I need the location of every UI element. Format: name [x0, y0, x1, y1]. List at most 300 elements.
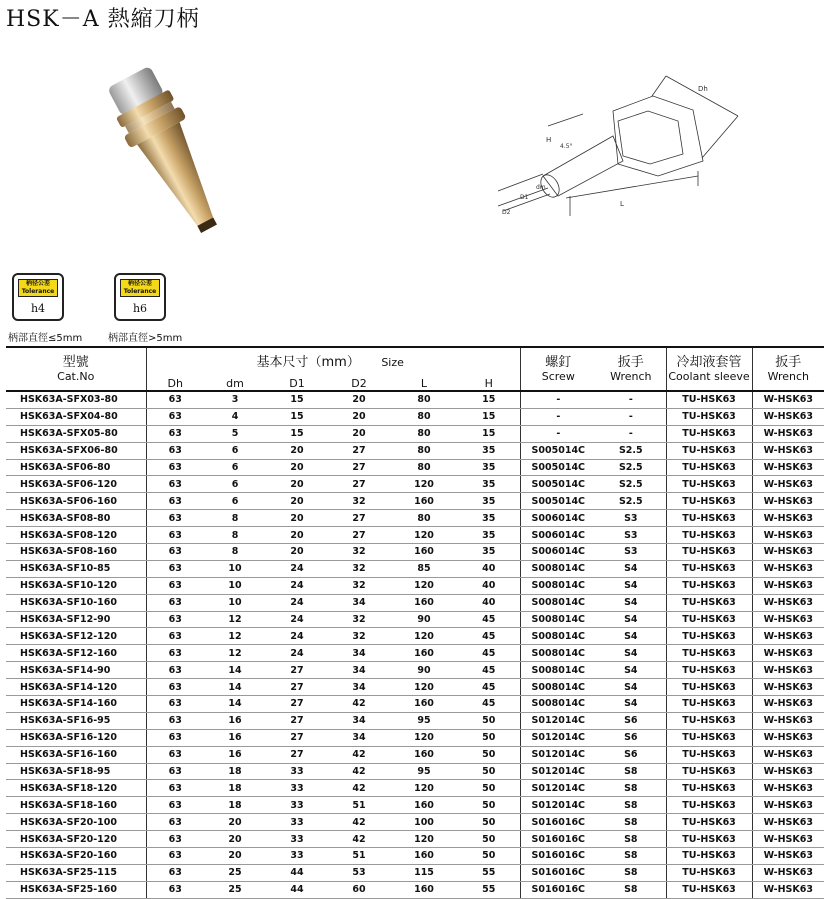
table-cell: HSK63A-SF18-95: [6, 763, 146, 780]
table-cell: 16: [204, 712, 266, 729]
table-cell: HSK63A-SF06-80: [6, 459, 146, 476]
table-cell: HSK63A-SF12-120: [6, 628, 146, 645]
table-cell: 63: [146, 645, 204, 662]
table-row: [6, 408, 824, 425]
table-row: [6, 746, 824, 763]
table-cell: -: [596, 408, 666, 425]
table-cell: 35: [458, 493, 520, 510]
table-cell: W-HSK63: [752, 848, 824, 865]
table-cell: 45: [458, 611, 520, 628]
table-cell: 42: [328, 831, 390, 848]
table-cell: S4: [596, 696, 666, 713]
tolerance-tag: 柄径公差 Tolerance: [18, 279, 58, 297]
table-cell: S4: [596, 662, 666, 679]
table-cell: 63: [146, 425, 204, 442]
table-cell: S2.5: [596, 476, 666, 493]
tolerance-badge-h4: [12, 273, 64, 321]
table-cell: W-HSK63: [752, 662, 824, 679]
table-cell: 120: [390, 577, 458, 594]
table-cell: -: [520, 408, 596, 425]
table-cell: HSK63A-SF10-160: [6, 594, 146, 611]
table-cell: 42: [328, 814, 390, 831]
table-cell: 63: [146, 391, 204, 408]
table-cell: W-HSK63: [752, 746, 824, 763]
table-cell: HSK63A-SF16-120: [6, 729, 146, 746]
table-cell: 63: [146, 459, 204, 476]
table-cell: S012014C: [520, 729, 596, 746]
table-cell: 27: [266, 662, 328, 679]
table-cell: 32: [328, 577, 390, 594]
table-cell: HSK63A-SF12-160: [6, 645, 146, 662]
table-row: [6, 476, 824, 493]
table-cell: 32: [328, 628, 390, 645]
table-cell: 55: [458, 864, 520, 881]
table-cell: TU-HSK63: [666, 577, 752, 594]
table-cell: 45: [458, 628, 520, 645]
table-cell: -: [596, 425, 666, 442]
dim-d1: D1: [520, 194, 529, 201]
table-cell: TU-HSK63: [666, 831, 752, 848]
table-cell: 50: [458, 831, 520, 848]
table-cell: 10: [204, 594, 266, 611]
table-cell: 50: [458, 797, 520, 814]
table-cell: TU-HSK63: [666, 611, 752, 628]
table-cell: 12: [204, 628, 266, 645]
col-wrench2-cn: 扳手: [752, 347, 824, 370]
table-cell: W-HSK63: [752, 628, 824, 645]
table-cell: 35: [458, 527, 520, 544]
table-cell: 20: [266, 544, 328, 561]
table-cell: 63: [146, 763, 204, 780]
table-cell: 20: [266, 493, 328, 510]
table-cell: 51: [328, 797, 390, 814]
table-row: [6, 493, 824, 510]
table-cell: 27: [266, 712, 328, 729]
tolerance-caption: 柄部直徑≤5mm: [8, 333, 83, 344]
table-cell: 4: [204, 408, 266, 425]
table-cell: 20: [328, 408, 390, 425]
table-cell: 50: [458, 763, 520, 780]
table-row: [6, 797, 824, 814]
table-cell: 15: [266, 425, 328, 442]
table-cell: -: [520, 391, 596, 408]
table-cell: 27: [328, 442, 390, 459]
table-cell: 63: [146, 527, 204, 544]
table-cell: 18: [204, 780, 266, 797]
table-cell: 160: [390, 645, 458, 662]
table-cell: 44: [266, 881, 328, 898]
table-cell: TU-HSK63: [666, 729, 752, 746]
table-cell: TU-HSK63: [666, 628, 752, 645]
table-cell: TU-HSK63: [666, 476, 752, 493]
col-dh: Dh: [146, 370, 204, 391]
table-cell: S012014C: [520, 763, 596, 780]
table-cell: 63: [146, 510, 204, 527]
table-cell: S016016C: [520, 831, 596, 848]
table-row: [6, 679, 824, 696]
table-cell: 24: [266, 594, 328, 611]
table-cell: W-HSK63: [752, 459, 824, 476]
table-cell: S012014C: [520, 780, 596, 797]
table-cell: 20: [266, 459, 328, 476]
table-cell: 63: [146, 493, 204, 510]
table-cell: S4: [596, 645, 666, 662]
table-cell: 45: [458, 679, 520, 696]
table-cell: 120: [390, 679, 458, 696]
table-cell: 15: [266, 391, 328, 408]
table-cell: HSK63A-SF18-160: [6, 797, 146, 814]
table-cell: 34: [328, 645, 390, 662]
table-cell: 45: [458, 662, 520, 679]
table-cell: S008014C: [520, 645, 596, 662]
table-cell: 8: [204, 527, 266, 544]
table-cell: W-HSK63: [752, 391, 824, 408]
table-row: [6, 712, 824, 729]
table-row: [6, 628, 824, 645]
table-cell: 50: [458, 712, 520, 729]
table-cell: 80: [390, 510, 458, 527]
table-cell: 27: [328, 476, 390, 493]
table-cell: W-HSK63: [752, 645, 824, 662]
table-cell: 63: [146, 662, 204, 679]
table-cell: 90: [390, 611, 458, 628]
table-cell: S016016C: [520, 864, 596, 881]
table-cell: S005014C: [520, 476, 596, 493]
table-cell: 8: [204, 510, 266, 527]
table-cell: 63: [146, 746, 204, 763]
table-cell: 44: [266, 864, 328, 881]
table-cell: 42: [328, 780, 390, 797]
table-cell: TU-HSK63: [666, 527, 752, 544]
table-cell: W-HSK63: [752, 442, 824, 459]
table-row: [6, 780, 824, 797]
table-cell: 27: [328, 527, 390, 544]
table-cell: 15: [266, 408, 328, 425]
table-cell: 25: [204, 881, 266, 898]
table-cell: HSK63A-SFX03-80: [6, 391, 146, 408]
table-cell: 63: [146, 679, 204, 696]
table-cell: 33: [266, 763, 328, 780]
table-cell: 80: [390, 408, 458, 425]
table-cell: 34: [328, 662, 390, 679]
table-cell: 20: [266, 442, 328, 459]
table-row: [6, 814, 824, 831]
table-cell: 50: [458, 780, 520, 797]
table-cell: W-HSK63: [752, 408, 824, 425]
table-cell: HSK63A-SFX05-80: [6, 425, 146, 442]
table-cell: 12: [204, 611, 266, 628]
table-cell: HSK63A-SF20-160: [6, 848, 146, 865]
table-cell: 40: [458, 577, 520, 594]
table-cell: 63: [146, 831, 204, 848]
table-cell: 120: [390, 831, 458, 848]
table-cell: 42: [328, 763, 390, 780]
table-cell: HSK63A-SF16-95: [6, 712, 146, 729]
table-cell: TU-HSK63: [666, 594, 752, 611]
table-cell: HSK63A-SF25-115: [6, 864, 146, 881]
table-cell: HSK63A-SF06-120: [6, 476, 146, 493]
table-cell: 6: [204, 493, 266, 510]
table-cell: W-HSK63: [752, 797, 824, 814]
table-row: [6, 544, 824, 561]
table-cell: 14: [204, 696, 266, 713]
table-cell: S4: [596, 628, 666, 645]
table-cell: 42: [328, 696, 390, 713]
table-cell: 24: [266, 577, 328, 594]
table-cell: 63: [146, 814, 204, 831]
table-cell: S8: [596, 831, 666, 848]
table-cell: S008014C: [520, 594, 596, 611]
table-cell: 33: [266, 780, 328, 797]
table-cell: 35: [458, 544, 520, 561]
table-cell: 80: [390, 442, 458, 459]
table-cell: 63: [146, 780, 204, 797]
table-cell: 120: [390, 527, 458, 544]
dim-d2: D2: [502, 209, 511, 216]
table-cell: S012014C: [520, 746, 596, 763]
table-cell: TU-HSK63: [666, 712, 752, 729]
table-cell: S8: [596, 780, 666, 797]
table-cell: S016016C: [520, 848, 596, 865]
table-cell: 63: [146, 594, 204, 611]
dimension-drawing: [488, 66, 753, 246]
table-cell: S008014C: [520, 611, 596, 628]
table-row: [6, 848, 824, 865]
table-cell: TU-HSK63: [666, 645, 752, 662]
col-screw-en: Screw: [520, 370, 596, 391]
table-cell: 63: [146, 848, 204, 865]
table-cell: 63: [146, 408, 204, 425]
table-row: [6, 442, 824, 459]
table-cell: 20: [266, 476, 328, 493]
table-cell: 34: [328, 729, 390, 746]
table-row: [6, 696, 824, 713]
table-cell: 34: [328, 594, 390, 611]
col-dm: dm: [226, 377, 244, 390]
table-cell: 34: [328, 712, 390, 729]
table-cell: S8: [596, 797, 666, 814]
table-cell: 20: [328, 391, 390, 408]
table-cell: 33: [266, 797, 328, 814]
table-cell: S4: [596, 594, 666, 611]
col-wrench-cn: 扳手: [617, 355, 644, 370]
dim-l: L: [620, 200, 624, 208]
table-cell: 63: [146, 696, 204, 713]
table-cell: W-HSK63: [752, 594, 824, 611]
table-cell: W-HSK63: [752, 729, 824, 746]
table-cell: S006014C: [520, 527, 596, 544]
col-wrench-en: Wrench: [610, 370, 652, 383]
spec-table-body: [6, 391, 824, 898]
table-cell: W-HSK63: [752, 679, 824, 696]
table-cell: 63: [146, 577, 204, 594]
table-row: [6, 577, 824, 594]
table-cell: 63: [146, 729, 204, 746]
table-cell: S012014C: [520, 712, 596, 729]
table-cell: -: [596, 391, 666, 408]
table-cell: 160: [390, 848, 458, 865]
table-cell: TU-HSK63: [666, 696, 752, 713]
table-cell: S3: [596, 527, 666, 544]
table-cell: 60: [328, 881, 390, 898]
table-cell: S6: [596, 729, 666, 746]
table-cell: 8: [204, 544, 266, 561]
table-cell: 35: [458, 442, 520, 459]
table-cell: HSK63A-SF10-85: [6, 560, 146, 577]
table-cell: S005014C: [520, 442, 596, 459]
table-cell: S2.5: [596, 493, 666, 510]
table-cell: S4: [596, 577, 666, 594]
table-cell: TU-HSK63: [666, 679, 752, 696]
table-cell: 20: [204, 848, 266, 865]
table-cell: 55: [458, 881, 520, 898]
table-cell: 95: [390, 763, 458, 780]
table-cell: S005014C: [520, 459, 596, 476]
table-cell: TU-HSK63: [666, 493, 752, 510]
table-cell: 63: [146, 712, 204, 729]
table-cell: TU-HSK63: [666, 763, 752, 780]
table-cell: 90: [390, 662, 458, 679]
table-cell: TU-HSK63: [666, 780, 752, 797]
table-cell: 32: [328, 611, 390, 628]
table-cell: TU-HSK63: [666, 662, 752, 679]
table-cell: 32: [328, 544, 390, 561]
table-cell: 80: [390, 391, 458, 408]
table-cell: 6: [204, 476, 266, 493]
table-cell: S2.5: [596, 442, 666, 459]
table-cell: 50: [458, 729, 520, 746]
table-cell: 160: [390, 881, 458, 898]
table-row: [6, 881, 824, 898]
table-cell: S3: [596, 544, 666, 561]
table-cell: 20: [266, 510, 328, 527]
table-cell: W-HSK63: [752, 425, 824, 442]
table-cell: 34: [328, 679, 390, 696]
table-cell: 45: [458, 696, 520, 713]
table-cell: 20: [204, 814, 266, 831]
table-cell: 120: [390, 476, 458, 493]
table-cell: 25: [204, 864, 266, 881]
table-cell: 15: [458, 408, 520, 425]
table-cell: 20: [204, 831, 266, 848]
table-cell: 42: [328, 746, 390, 763]
table-cell: 63: [146, 476, 204, 493]
table-cell: S008014C: [520, 679, 596, 696]
table-cell: 32: [328, 560, 390, 577]
table-cell: 14: [204, 662, 266, 679]
col-d2: D2: [351, 377, 367, 390]
table-cell: HSK63A-SFX04-80: [6, 408, 146, 425]
table-cell: TU-HSK63: [666, 864, 752, 881]
table-cell: 35: [458, 476, 520, 493]
table-cell: 35: [458, 459, 520, 476]
table-cell: 40: [458, 594, 520, 611]
table-cell: 53: [328, 864, 390, 881]
table-row: [6, 391, 824, 408]
table-cell: 50: [458, 814, 520, 831]
table-cell: TU-HSK63: [666, 442, 752, 459]
table-cell: TU-HSK63: [666, 544, 752, 561]
dim-dm: dm: [536, 184, 546, 191]
table-cell: S008014C: [520, 577, 596, 594]
table-cell: 63: [146, 628, 204, 645]
dim-dh: Dh: [698, 85, 708, 93]
table-cell: 160: [390, 746, 458, 763]
table-cell: TU-HSK63: [666, 797, 752, 814]
table-cell: W-HSK63: [752, 831, 824, 848]
table-cell: S4: [596, 611, 666, 628]
table-cell: W-HSK63: [752, 864, 824, 881]
table-cell: TU-HSK63: [666, 425, 752, 442]
table-cell: HSK63A-SF20-100: [6, 814, 146, 831]
table-cell: 50: [458, 848, 520, 865]
col-coolant-cn: 冷却液套管: [666, 347, 752, 370]
col-coolant-en: Coolant sleeve: [666, 370, 752, 391]
table-cell: S6: [596, 746, 666, 763]
table-cell: 18: [204, 797, 266, 814]
table-cell: HSK63A-SF06-160: [6, 493, 146, 510]
table-cell: W-HSK63: [752, 560, 824, 577]
table-cell: 160: [390, 493, 458, 510]
table-cell: S005014C: [520, 493, 596, 510]
table-cell: HSK63A-SF18-120: [6, 780, 146, 797]
table-cell: 32: [328, 493, 390, 510]
table-cell: W-HSK63: [752, 712, 824, 729]
col-h: H: [484, 377, 493, 390]
table-cell: HSK63A-SF12-90: [6, 611, 146, 628]
table-cell: 27: [266, 746, 328, 763]
tolerance-caption: 柄部直徑>5mm: [108, 333, 183, 344]
table-cell: 85: [390, 560, 458, 577]
table-cell: HSK63A-SFX06-80: [6, 442, 146, 459]
table-cell: S4: [596, 560, 666, 577]
table-cell: S8: [596, 864, 666, 881]
table-cell: 16: [204, 746, 266, 763]
table-cell: 20: [266, 527, 328, 544]
table-cell: W-HSK63: [752, 611, 824, 628]
table-row: [6, 645, 824, 662]
table-row: [6, 594, 824, 611]
table-cell: 18: [204, 763, 266, 780]
table-cell: TU-HSK63: [666, 510, 752, 527]
table-cell: 15: [458, 391, 520, 408]
table-cell: 160: [390, 696, 458, 713]
table-cell: TU-HSK63: [666, 459, 752, 476]
table-cell: S008014C: [520, 628, 596, 645]
table-cell: 160: [390, 594, 458, 611]
table-cell: 20: [328, 425, 390, 442]
table-cell: W-HSK63: [752, 544, 824, 561]
table-cell: TU-HSK63: [666, 391, 752, 408]
tolerance-fit: h4: [30, 302, 46, 315]
table-cell: HSK63A-SF10-120: [6, 577, 146, 594]
table-cell: S6: [596, 712, 666, 729]
table-cell: 160: [390, 797, 458, 814]
table-cell: 35: [458, 510, 520, 527]
table-cell: 15: [458, 425, 520, 442]
table-cell: W-HSK63: [752, 780, 824, 797]
table-row: [6, 527, 824, 544]
dim-angle: 4.5°: [560, 143, 573, 150]
tolerance-badge-h6: [114, 273, 166, 321]
table-cell: 27: [328, 510, 390, 527]
table-cell: 45: [458, 645, 520, 662]
table-cell: 63: [146, 797, 204, 814]
table-cell: S008014C: [520, 696, 596, 713]
table-cell: S016016C: [520, 814, 596, 831]
table-cell: 63: [146, 881, 204, 898]
table-row: [6, 763, 824, 780]
